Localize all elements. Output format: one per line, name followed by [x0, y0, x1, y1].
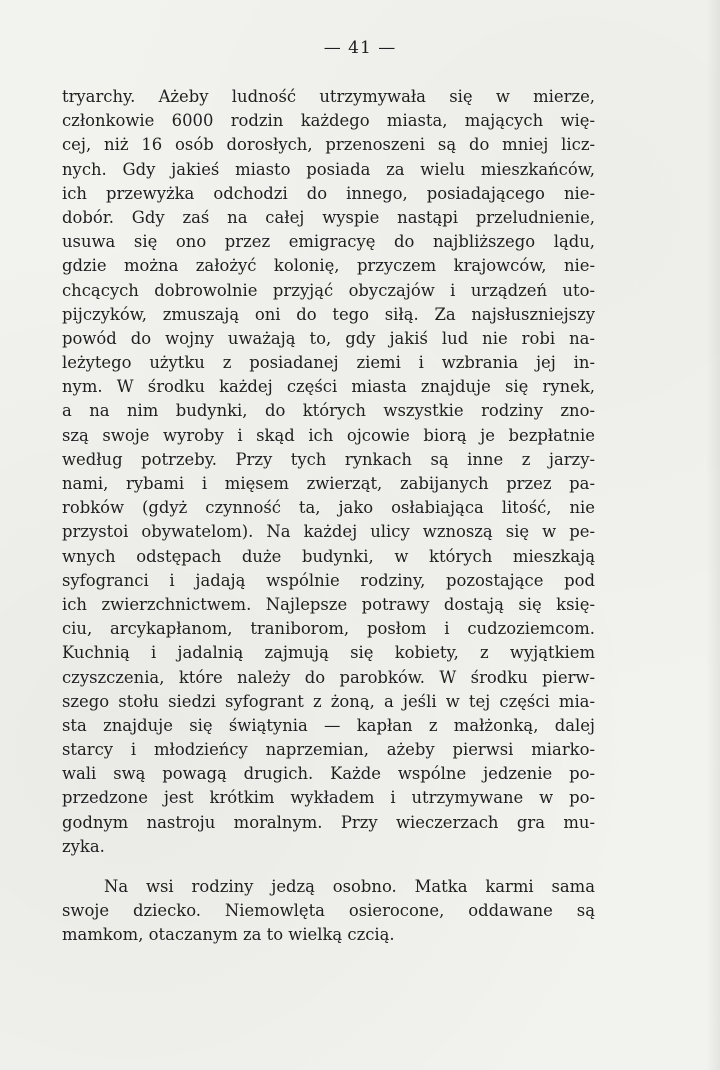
- text-line: Kuchnią i jadalnią zajmują się kobiety, z wyjątkiem: [62, 643, 595, 663]
- text-line: ich zwierzchnictwem. Najlepsze potrawy dostają się księ-: [62, 594, 595, 614]
- text-line: powód do wojny uważają to, gdy jakiś lud nie robi na-: [62, 328, 595, 348]
- text-line: przystoi obywatelom). Na każdej ulicy wznoszą się w pe-: [62, 522, 595, 542]
- paragraph-1: [62, 85, 595, 859]
- text-line: według potrzeby. Przy tych rynkach są inne z jarzy-: [62, 449, 595, 469]
- text-line: wali swą powagą drugich. Każde wspólne jedzenie po-: [62, 764, 595, 784]
- text-line: robków (gdyż czynność ta, jako osłabiająca litość, nie: [62, 498, 595, 518]
- text-line: nami, rybami i mięsem zwierząt, zabijanych przez pa-: [62, 474, 595, 493]
- text-line: tryarchy. Ażeby ludność utrzymywała się w mierze,: [62, 87, 595, 106]
- text-line: wnych odstępach duże budynki, w których mieszkają: [62, 546, 595, 566]
- text-line: szą swoje wyroby i skąd ich ojcowie biorą je bezpłatnie: [62, 425, 595, 445]
- text-line: czyszczenia, które należy do parobków. W środku pierw-: [62, 667, 595, 687]
- text-line: pijczyków, zmuszają oni do tego siłą. Za najsłuszniejszy: [62, 304, 595, 324]
- text-line: dobór. Gdy zaś na całej wyspie nastąpi przeludnienie,: [62, 207, 595, 227]
- text-line: ciu, arcykapłanom, traniborom, posłom i cudzoziemcom.: [62, 619, 595, 639]
- text-line: przedzone jest krótkim wykładem i utrzymywane w po-: [62, 788, 595, 808]
- page-edge-shadow: [706, 0, 720, 1070]
- text-line: nym. W środku każdej części miasta znajduje się rynek,: [62, 377, 595, 397]
- text-line: Na wsi rodziny jedzą osobno. Matka karmi sama: [104, 877, 595, 896]
- text-line: swoje dziecko. Niemowlęta osierocone, oddawane są: [62, 901, 595, 921]
- text-line: zyka.: [62, 836, 105, 856]
- text-line: godnym nastroju moralnym. Przy wieczerzach gra mu-: [62, 812, 595, 832]
- text-line: gdzie można założyć kolonię, przyczem krajowców, nie-: [62, 256, 595, 276]
- page-number: — 41 —: [323, 38, 397, 58]
- text-line: syfogranci i jadają wspólnie rodziny, pozostające pod: [62, 570, 595, 590]
- text-line: szego stołu siedzi syfogrant z żoną, a jeśli w tej części mia-: [62, 691, 595, 711]
- text-line: usuwa się ono przez emigracyę do najbliższego lądu,: [62, 232, 595, 252]
- text-line: członkowie 6000 rodzin każdego miasta, mających wię-: [62, 111, 595, 131]
- text-line: chcących dobrowolnie przyjąć obyczajów i urządzeń uto-: [62, 280, 595, 300]
- text-line: ich przewyżka odchodzi do innego, posiadającego nie-: [62, 183, 595, 203]
- text-line: starcy i młodzieńcy naprzemian, ażeby pierwsi miarko-: [62, 740, 595, 760]
- text-line: sta znajduje się świątynia — kapłan z małżonką, dalej: [62, 715, 595, 735]
- paragraph-2: [62, 875, 595, 948]
- text-line: cej, niż 16 osób dorosłych, przenoszeni są do mniej licz-: [62, 135, 595, 155]
- text-line: a na nim budynki, do których wszystkie rodziny zno-: [62, 401, 595, 421]
- text-line: mamkom, otaczanym za to wielką czcią.: [62, 925, 395, 945]
- text-line: nych. Gdy jakieś miasto posiada za wielu mieszkańców,: [62, 159, 595, 179]
- text-line: leżytego użytku z posiadanej ziemi i wzbrania jej in-: [62, 353, 595, 373]
